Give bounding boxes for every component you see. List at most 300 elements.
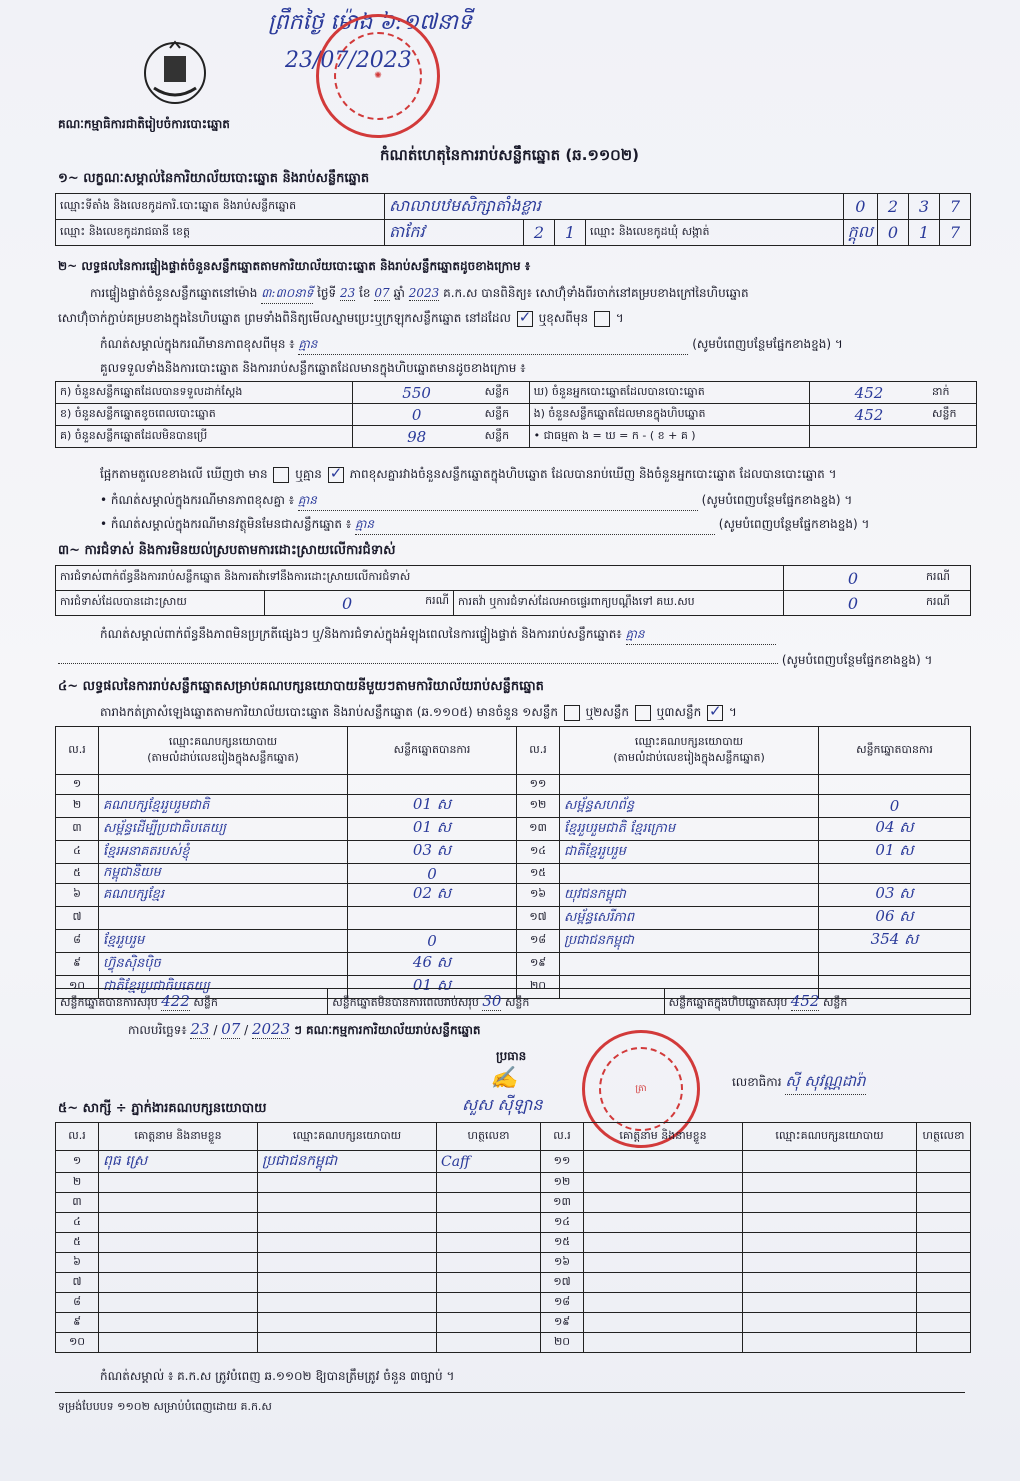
party-row bbox=[56, 841, 971, 864]
witness-party-left bbox=[258, 1173, 437, 1193]
witness-name-right bbox=[584, 1293, 743, 1313]
party-row bbox=[56, 884, 971, 907]
section4-intro: តារាងកត់ត្រាសំឡេងឆ្នោតតាមការិយាល័យបោះឆ្នោត និងរាប់សន្លឹកឆ្នោត (ឆ.១១០៥) មានចំនួន ១សន្លឹក ឬ២សន្លឹក ឬ៣សន្លឹក ✓ ។ bbox=[100, 704, 980, 722]
count-row bbox=[56, 426, 977, 448]
party-no-left: ៧ bbox=[56, 907, 99, 930]
note-hint: (សូមបំពេញបន្ថែមផ្នែកខាងខ្នង) ។ bbox=[692, 337, 843, 351]
party-no-right: ១៦ bbox=[517, 884, 560, 907]
party-name-left: គណបក្សខ្មែររួបរួមជាតិ bbox=[99, 795, 348, 818]
count-left-unit: សន្លឹក bbox=[481, 426, 530, 448]
objection-row2-label-b: ការតវ៉ា ឬការជំទាស់ដែលអាចផ្ទេរពាក្យបណ្តឹងទៅ គឃ.សប bbox=[454, 591, 784, 616]
same-checkbox[interactable] bbox=[517, 311, 533, 327]
station-code-2: 2 bbox=[878, 194, 909, 220]
witness-name-right bbox=[584, 1193, 743, 1213]
bullet2-value: គ្មាន bbox=[355, 516, 715, 535]
count-left-unit: សន្លឹក bbox=[481, 404, 530, 426]
party-votes-right: 04 ស bbox=[819, 818, 971, 841]
party-row bbox=[56, 953, 971, 976]
count-row bbox=[56, 404, 977, 426]
party-name-left: គណបក្សខ្មែរ bbox=[99, 884, 348, 907]
witness-party-right bbox=[743, 1193, 917, 1213]
count-left-value: 550 bbox=[352, 382, 481, 404]
section2-intro: គួលទទួលទាំងនិងការបោះឆ្នោត និងការរាប់សន្លឹកឆ្នោតដែលមានក្នុងហិបឆ្នោតមានដូចខាងក្រោម ៖ bbox=[100, 361, 526, 375]
signing-date-line: កាលបរិច្ឆេទ៖ 23 / 07 / 2023 ៗ គណៈកម្មការការិយាល័យរាប់សន្លឹកឆ្នោត bbox=[128, 1020, 481, 1038]
witness-party-right bbox=[743, 1233, 917, 1253]
sheet-1-checkbox[interactable] bbox=[564, 705, 580, 721]
total-invalid-unit: សន្លឹក bbox=[504, 995, 530, 1009]
col-party-right-sub: (តាមលំដាប់លេខរៀងក្នុងសន្លឹកឆ្នោត) bbox=[613, 750, 765, 764]
col-party-right bbox=[560, 727, 819, 775]
party-name-right: ខ្មែររួបរួមជាតិ ខ្មែរក្រោម bbox=[560, 818, 819, 841]
total-invalid-label: សន្លឹកឆ្នោតមិនបានការពេលរាប់សរុប bbox=[332, 995, 479, 1009]
w-col-name-left: គោត្តនាម និងនាមខ្លួន bbox=[99, 1123, 258, 1151]
witness-party-right bbox=[743, 1253, 917, 1273]
secretary-name: ស៊ី សុវណ្ណដារ៉ា bbox=[785, 1072, 865, 1095]
witness-name-left bbox=[99, 1233, 258, 1253]
compare-b: ឬគ្មាន bbox=[295, 467, 322, 481]
chair-label: ប្រធាន bbox=[496, 1049, 527, 1063]
s3-note-value: គ្មាន bbox=[626, 626, 776, 645]
party-no-left: ៣ bbox=[56, 818, 99, 841]
w-col-no-left: ល.រ bbox=[56, 1123, 99, 1151]
objection-table bbox=[55, 565, 971, 616]
note-value: គ្មាន bbox=[298, 336, 688, 355]
party-votes-right: 03 ស bbox=[819, 884, 971, 907]
party-no-left: ៤ bbox=[56, 841, 99, 864]
party-no-left: ១ bbox=[56, 775, 99, 795]
signing-committee: ៗ គណៈកម្មការការិយាល័យរាប់សន្លឹកឆ្នោត bbox=[293, 1023, 481, 1037]
para1-month: 07 bbox=[374, 286, 390, 300]
s4-intro-b: ឬ២សន្លឹក bbox=[585, 705, 630, 719]
witness-name-left bbox=[99, 1253, 258, 1273]
party-row bbox=[56, 818, 971, 841]
commune-value: ក្តុល bbox=[843, 220, 877, 246]
witness-no-right: ១៧ bbox=[541, 1273, 584, 1293]
witness-name-right bbox=[584, 1273, 743, 1293]
count-row bbox=[56, 382, 977, 404]
province-label: ឈ្មោះ និងលេខកូដរាជធានី ខេត្ត bbox=[56, 220, 385, 246]
party-no-left: ៩ bbox=[56, 953, 99, 976]
witness-row bbox=[56, 1313, 971, 1333]
date-year: 2023 bbox=[251, 1020, 291, 1038]
witness-row bbox=[56, 1213, 971, 1233]
w-col-sign-left: ហត្ថលេខា bbox=[437, 1123, 541, 1151]
witness-name-left bbox=[99, 1313, 258, 1333]
party-votes-left: 03 ស bbox=[348, 841, 517, 864]
witness-sign-right bbox=[917, 1233, 971, 1253]
witness-no-right: ២០ bbox=[541, 1333, 584, 1353]
secretary-label: លេខាធិការ bbox=[732, 1075, 782, 1089]
witness-name-right bbox=[584, 1233, 743, 1253]
witness-sign-right bbox=[917, 1273, 971, 1293]
witness-party-left bbox=[258, 1313, 437, 1333]
witness-no-left: ៧ bbox=[56, 1273, 99, 1293]
party-votes-right: 01 ស bbox=[819, 841, 971, 864]
witness-row bbox=[56, 1273, 971, 1293]
witness-table bbox=[55, 1122, 971, 1353]
date-label: កាលបរិច្ឆេទ៖ bbox=[128, 1023, 187, 1037]
witness-no-left: ១០ bbox=[56, 1333, 99, 1353]
party-votes-left bbox=[348, 775, 517, 795]
bullet1-label: • កំណត់សម្គាល់ក្នុងករណីមានភាពខុសគ្នា ៖ bbox=[100, 493, 295, 507]
count-left-label: ក) ចំនួនសន្លឹកឆ្នោតដែលបានទទួលដាក់ស្តែង bbox=[56, 382, 353, 404]
witness-name-left bbox=[99, 1213, 258, 1233]
witness-party-left bbox=[258, 1233, 437, 1253]
compare-c: ភាពខុសគ្នារវាងចំនួនសន្លឹកឆ្នោតក្នុងហិបឆ្នោត ដែលបានរាប់ឃើញ និងចំនួនអ្នកបោះឆ្នោត ដែលបានបោះឆ្នោត ។ bbox=[349, 467, 837, 481]
party-name-left: ជាតិខ្មែរប្រជាធិបតេយ្យ bbox=[99, 976, 348, 999]
witness-no-left: ៩ bbox=[56, 1313, 99, 1333]
witness-party-left bbox=[258, 1253, 437, 1273]
total-valid-unit: សន្លឹក bbox=[193, 995, 218, 1009]
party-no-right: ២០ bbox=[517, 976, 560, 999]
section4-heading: ៤~ លទ្ធផលនៃការរាប់សន្លឹកឆ្នោតសម្រាប់គណបក្សនយោបាយនីមួយៗតាមការិយាល័យរាប់សន្លឹកឆ្នោត bbox=[58, 679, 544, 694]
total-box-cell bbox=[664, 989, 970, 1015]
para2-b: ឬខុសពីមុន bbox=[538, 311, 589, 325]
province-value: តាកែវ bbox=[385, 220, 524, 246]
section5-heading: ៥~ សាក្សី ÷ ភ្នាក់ងារគណបក្សនយោបាយ bbox=[58, 1101, 267, 1116]
party-name-right bbox=[560, 953, 819, 976]
col-no-right: ល.រ bbox=[517, 727, 560, 775]
count-right-value: 452 bbox=[810, 382, 929, 404]
total-box-label: សន្លឹកឆ្នោតក្នុងហិបឆ្នោតសរុប bbox=[668, 995, 788, 1009]
para1-e: គ.ក.ស បានពិនិត្យ៖ សោហ៊ុំទាំងពីរចាក់នៅគម្របខាងក្រៅនៃហិបឆ្នោត bbox=[443, 286, 749, 300]
count-right-label: ង) ចំនួនសន្លឹកឆ្នោតដែលមានក្នុងហិបឆ្នោត bbox=[529, 404, 809, 426]
party-no-left: ៦ bbox=[56, 884, 99, 907]
witness-no-right: ១៥ bbox=[541, 1233, 584, 1253]
witness-sign-left bbox=[437, 1173, 541, 1193]
bullet2-label: • កំណត់សម្គាល់ក្នុងករណីមានវត្ថុមិនមែនជាសន្លឹកឆ្នោត ៖ bbox=[100, 517, 352, 531]
witness-row bbox=[56, 1333, 971, 1353]
party-row bbox=[56, 907, 971, 930]
s4-intro-c: ឬ៣សន្លឹក bbox=[656, 705, 702, 719]
party-name-left bbox=[99, 907, 348, 930]
witness-sign-left bbox=[437, 1253, 541, 1273]
party-name-left: ខ្មែររួបរួម bbox=[99, 930, 348, 953]
witness-footnote: កំណត់សម្គាល់ ៖ គ.ក.ស ត្រូវបំពេញ ឆ.១១០២ ឱ្យបានត្រឹមត្រូវ ចំនួន ៣ច្បាប់ ។ bbox=[100, 1369, 455, 1383]
total-valid-value: 422 bbox=[161, 991, 190, 1010]
party-no-left: ៥ bbox=[56, 864, 99, 884]
party-name-right: ប្រជាជនកម្ពុជា bbox=[560, 930, 819, 953]
party-votes-right bbox=[819, 953, 971, 976]
count-right-unit bbox=[928, 426, 977, 448]
station-code-4: 7 bbox=[940, 194, 971, 220]
s4-intro: តារាងកត់ត្រាសំឡេងឆ្នោតតាមការិយាល័យបោះឆ្នោត និងរាប់សន្លឹកឆ្នោត (ឆ.១១០៥) មានចំនួន ១សន្លឹក bbox=[100, 705, 558, 719]
note-label: កំណត់សម្គាល់ក្នុងករណីមានភាពខុសពីមុន ៖ bbox=[100, 337, 295, 351]
commune-code-1: 0 bbox=[878, 220, 909, 246]
witness-party-right bbox=[743, 1313, 917, 1333]
w-col-party-left: ឈ្មោះគណបក្សនយោបាយ bbox=[258, 1123, 437, 1151]
bullet1-hint: (សូមបំពេញបន្ថែមផ្នែកខាងខ្នង) ។ bbox=[701, 493, 853, 507]
witness-sign-right bbox=[917, 1193, 971, 1213]
party-no-right: ១១ bbox=[517, 775, 560, 795]
chair-signature: ✍ bbox=[490, 1066, 518, 1091]
objection-row1-label: ការជំទាស់ពាក់ព័ន្ធនឹងការរាប់សន្លឹកឆ្នោត និងការតវ៉ាទៅនឹងការដោះស្រាយលើការជំទាស់ bbox=[56, 566, 784, 591]
col-party-left-title: ឈ្មោះគណបក្សនយោបាយ bbox=[168, 734, 278, 748]
w-col-name-right: គោត្តនាម និងនាមខ្លួន bbox=[584, 1123, 743, 1151]
total-box-unit: សន្លឹក bbox=[822, 995, 848, 1009]
witness-no-left: ៥ bbox=[56, 1233, 99, 1253]
party-row bbox=[56, 795, 971, 818]
witness-party-right bbox=[743, 1273, 917, 1293]
party-votes-left: 01 ស bbox=[348, 976, 517, 999]
witness-sign-left: Caff bbox=[437, 1151, 541, 1173]
objection-row1-value: 0 bbox=[784, 566, 923, 591]
col-party-right-title: ឈ្មោះគណបក្សនយោបាយ bbox=[634, 734, 744, 748]
party-votes-right: 06 ស bbox=[819, 907, 971, 930]
total-invalid-cell bbox=[328, 989, 664, 1015]
witness-row bbox=[56, 1151, 971, 1173]
count-left-value: 98 bbox=[352, 426, 481, 448]
witness-sign-left bbox=[437, 1333, 541, 1353]
station-value: សាលាបឋមសិក្សាតាំងខ្លារ bbox=[385, 194, 844, 220]
para2-text: សោហ៊ុំចាក់ភ្ជាប់គម្របខាងក្នុងនៃហិបឆ្នោត ព្រមទាំងពិនិត្យមើលស្នាមប្រេះឬក្រឡុកសន្លឹកឆ្នោត នៅដដែល bbox=[58, 311, 511, 325]
bullet2 bbox=[100, 516, 980, 535]
date-month: 07 bbox=[221, 1020, 241, 1038]
chair-name: សួស ស៊ីឡាន bbox=[462, 1095, 543, 1114]
count-left-label: ខ) ចំនួនសន្លឹកឆ្នោតខូចពេលបោះឆ្នោត bbox=[56, 404, 353, 426]
official-seal-top: ✺ bbox=[316, 14, 440, 138]
party-no-left: ៨ bbox=[56, 930, 99, 953]
witness-no-left: ៤ bbox=[56, 1213, 99, 1233]
handwritten-date: 23/07/2023 bbox=[285, 48, 412, 73]
witness-no-right: ១១ bbox=[541, 1151, 584, 1173]
witness-party-right bbox=[743, 1293, 917, 1313]
party-votes-right: 354 ស bbox=[819, 930, 971, 953]
province-code-2: 1 bbox=[555, 220, 586, 246]
date-day: 23 bbox=[190, 1020, 210, 1038]
para1-day: 23 bbox=[339, 286, 356, 300]
party-no-left: ២ bbox=[56, 795, 99, 818]
nec-emblem bbox=[140, 38, 210, 108]
party-name-right bbox=[560, 775, 819, 795]
count-right-value: 452 bbox=[810, 404, 929, 426]
count-right-label: ឃ) ចំនួនអ្នកបោះឆ្នោតដែលបានបោះឆ្នោត bbox=[529, 382, 809, 404]
section2-heading: ២~ លទ្ធផលនៃការផ្ទៀងផ្ទាត់ចំនួនសន្លឹកឆ្នោតតាមការិយាល័យបោះឆ្នោត និងរាប់សន្លឹកឆ្នោតដូចខាងក្រោម ៖ bbox=[58, 259, 531, 273]
party-votes-left: 01 ស bbox=[348, 795, 517, 818]
party-name-right: សម្ព័ន្ធសេរីភាព bbox=[560, 907, 819, 930]
party-votes-left: 46 ស bbox=[348, 953, 517, 976]
objection-row2-value-b: 0 bbox=[784, 591, 923, 616]
witness-no-right: ១៦ bbox=[541, 1253, 584, 1273]
witness-sign-right bbox=[917, 1151, 971, 1173]
seal-word: ត្រា bbox=[599, 1047, 684, 1132]
witness-row bbox=[56, 1193, 971, 1213]
witness-sign-left bbox=[437, 1213, 541, 1233]
witness-party-left bbox=[258, 1273, 437, 1293]
witness-party-right bbox=[743, 1333, 917, 1353]
witness-row bbox=[56, 1233, 971, 1253]
bullet2-hint: (សូមបំពេញបន្ថែមផ្នែកខាងខ្នង) ។ bbox=[718, 517, 870, 531]
section3-note bbox=[100, 626, 980, 645]
section2-para1 bbox=[90, 285, 970, 304]
section1-heading: ១~ លក្ខណៈសម្គាល់នៃការិយាល័យបោះឆ្នោត និងរាប់សន្លឹកឆ្នោត bbox=[58, 171, 370, 186]
col-votes-right: សន្លឹកឆ្នោតបានការ bbox=[819, 727, 971, 775]
witness-name-left bbox=[99, 1333, 258, 1353]
para1-c: ខែ bbox=[359, 286, 371, 300]
footer-rule bbox=[55, 1392, 965, 1393]
witness-sign-right bbox=[917, 1313, 971, 1333]
party-name-left: ហ៊្វុនស៊ិនប៉ិច bbox=[99, 953, 348, 976]
witness-party-right bbox=[743, 1213, 917, 1233]
count-left-value: 0 bbox=[352, 404, 481, 426]
committee-name: គណៈកម្មាធិការជាតិរៀបចំការបោះឆ្នោត bbox=[58, 117, 230, 131]
party-no-right: ១៤ bbox=[517, 841, 560, 864]
count-right-unit: សន្លឹក bbox=[928, 404, 977, 426]
party-no-right: ១៣ bbox=[517, 818, 560, 841]
objection-row2-value bbox=[265, 591, 454, 616]
party-name-left: សម្ព័ន្ធដើម្បីប្រជាធិបតេយ្យ bbox=[99, 818, 348, 841]
count-right-unit: នាក់ bbox=[928, 382, 977, 404]
sheet-3-checkbox[interactable] bbox=[707, 705, 723, 721]
witness-party-left bbox=[258, 1293, 437, 1313]
para1-b: ថ្ងៃទី bbox=[317, 286, 337, 300]
party-row bbox=[56, 864, 971, 884]
section3-heading: ៣~ ការជំទាស់ និងការមិនយល់ស្របតាមការដោះស្រាយលើការជំទាស់ bbox=[58, 543, 396, 558]
compare-a: ផ្អែកតាមតួលេខខាងលើ ឃើញថា មាន bbox=[100, 467, 268, 481]
witness-sign-left bbox=[437, 1313, 541, 1333]
witness-party-left: ប្រជាជនកម្ពុជា bbox=[258, 1151, 437, 1173]
w-col-party-right: ឈ្មោះគណបក្សនយោបាយ bbox=[743, 1123, 917, 1151]
diff-no-checkbox[interactable] bbox=[328, 467, 344, 483]
witness-no-right: ១៣ bbox=[541, 1193, 584, 1213]
s3-hint: (សូមបំពេញបន្ថែមផ្នែកខាងខ្នង) ។ bbox=[781, 653, 933, 667]
diff-yes-checkbox[interactable] bbox=[273, 467, 289, 483]
ballot-count-table bbox=[55, 381, 977, 448]
party-votes-right: 0 bbox=[819, 795, 971, 818]
para1-a: ការផ្ទៀងផ្ទាត់ចំនួនសន្លឹកឆ្នោតនៅម៉ោង bbox=[90, 286, 258, 300]
witness-name-left bbox=[99, 1193, 258, 1213]
col-no-left: ល.រ bbox=[56, 727, 99, 775]
party-name-left bbox=[99, 775, 348, 795]
party-votes-left bbox=[348, 907, 517, 930]
col-party-left-sub: (តាមលំដាប់លេខរៀងក្នុងសន្លឹកឆ្នោត) bbox=[147, 750, 299, 764]
para1-year: 2023 bbox=[408, 286, 440, 300]
witness-name-right bbox=[584, 1213, 743, 1233]
bullet1 bbox=[100, 492, 980, 511]
form-title: កំណត់ហេតុនៃការរាប់សន្លឹកឆ្នោត (ឆ.១១០២) bbox=[380, 146, 640, 164]
resolved-count: 0 bbox=[341, 593, 353, 613]
witness-sign-right bbox=[917, 1333, 971, 1353]
secretary-line bbox=[732, 1072, 866, 1095]
section1-table bbox=[55, 193, 971, 246]
witness-no-right: ១៩ bbox=[541, 1313, 584, 1333]
party-name-right: សម្ព័ន្ធសហព័ន្ធ bbox=[560, 795, 819, 818]
count-right-label: • ជាធម្មតា ង = ឃ = ក - ( ខ + គ ) bbox=[529, 426, 809, 448]
station-code-3: 3 bbox=[909, 194, 940, 220]
station-label: ឈ្មោះទីតាំង និងលេខកូដការិ.បោះឆ្នោត និងរាប់សន្លឹកឆ្នោត bbox=[56, 194, 385, 220]
form-footer: ទម្រង់បែបបទ ១១០២ សម្រាប់បំពេញដោយ គ.ក.ស bbox=[58, 1400, 272, 1413]
party-votes-right bbox=[819, 775, 971, 795]
objection-row1-unit: ករណី bbox=[922, 566, 971, 591]
commune-code-2: 1 bbox=[909, 220, 940, 246]
witness-name-left bbox=[99, 1173, 258, 1193]
witness-party-left bbox=[258, 1193, 437, 1213]
compare-line bbox=[100, 466, 980, 484]
witness-sign-right bbox=[917, 1173, 971, 1193]
witness-no-right: ១៤ bbox=[541, 1213, 584, 1233]
party-name-right bbox=[560, 864, 819, 884]
witness-row bbox=[56, 1293, 971, 1313]
section2-para2: សោហ៊ុំចាក់ភ្ជាប់គម្របខាងក្នុងនៃហិបឆ្នោត ព្រមទាំងពិនិត្យមើលស្នាមប្រេះឬក្រឡុកសន្លឹកឆ្នោត នៅដដែល ✓ ឬខុសពីមុន ។ bbox=[58, 310, 958, 328]
section3-hint-line bbox=[58, 652, 973, 670]
party-no-right: ១៥ bbox=[517, 864, 560, 884]
commune-label: ឈ្មោះ និងលេខកូដឃុំ សង្កាត់ bbox=[586, 220, 844, 246]
bullet1-value: គ្មាន bbox=[298, 492, 698, 511]
party-name-right: ជាតិខ្មែររួបរួម bbox=[560, 841, 819, 864]
objection-row2-unit: ករណី bbox=[922, 591, 971, 616]
para1-time: ៣:៣០នាទី bbox=[261, 285, 313, 304]
station-code-1: 0 bbox=[843, 194, 877, 220]
total-valid-cell bbox=[56, 989, 328, 1015]
party-row bbox=[56, 775, 971, 795]
different-checkbox[interactable] bbox=[594, 311, 610, 327]
party-results-table bbox=[55, 726, 971, 999]
totals-table bbox=[55, 988, 971, 1015]
witness-name-left bbox=[99, 1273, 258, 1293]
section2-note bbox=[100, 336, 980, 355]
objection-row2-label: ការជំទាស់ដែលបានដោះស្រាយ bbox=[56, 591, 265, 616]
s3-note-label: កំណត់សម្គាល់ពាក់ព័ន្ធនឹងភាពមិនប្រក្រតីផ្សេងៗ ឬ/និងការជំទាស់ក្នុងអំឡុងពេលនៃការផ្ទៀងផ្ទាត់ និងការរាប់សន្លឹកឆ្នោត៖ bbox=[100, 627, 622, 641]
witness-party-right bbox=[743, 1151, 917, 1173]
witness-name-right bbox=[584, 1313, 743, 1333]
handwritten-time: ព្រឹកថ្ងៃ ម៉ោង ៦:១៧នាទី bbox=[268, 10, 472, 35]
commune-code-3: 7 bbox=[940, 220, 971, 246]
witness-party-left bbox=[258, 1213, 437, 1233]
count-left-unit: សន្លឹក bbox=[481, 382, 530, 404]
party-no-right: ១៧ bbox=[517, 907, 560, 930]
count-right-value bbox=[810, 426, 929, 448]
w-col-no-right: ល.រ bbox=[541, 1123, 584, 1151]
col-votes-left: សន្លឹកឆ្នោតបានការ bbox=[348, 727, 517, 775]
party-name-left: កម្ពុជានិយម bbox=[99, 864, 348, 884]
witness-no-right: ១៨ bbox=[541, 1293, 584, 1313]
col-party-left bbox=[99, 727, 348, 775]
party-votes-left: 0 bbox=[348, 930, 517, 953]
witness-sign-right bbox=[917, 1213, 971, 1233]
witness-sign-left bbox=[437, 1193, 541, 1213]
witness-name-left bbox=[99, 1293, 258, 1313]
witness-name-right bbox=[584, 1173, 743, 1193]
total-box-value: 452 bbox=[790, 991, 820, 1010]
witness-party-right bbox=[743, 1173, 917, 1193]
witness-row bbox=[56, 1173, 971, 1193]
witness-name-right bbox=[584, 1333, 743, 1353]
sheet-2-checkbox[interactable] bbox=[635, 705, 651, 721]
witness-no-right: ១២ bbox=[541, 1173, 584, 1193]
witness-sign-left bbox=[437, 1293, 541, 1313]
party-no-right: ១២ bbox=[517, 795, 560, 818]
party-votes-left: 02 ស bbox=[348, 884, 517, 907]
witness-sign-right bbox=[917, 1253, 971, 1273]
total-valid-label: សន្លឹកឆ្នោតបានការសរុប bbox=[60, 995, 158, 1009]
party-name-left: ខ្មែរអនាគតរបស់ខ្ញុំ bbox=[99, 841, 348, 864]
province-code-1: 2 bbox=[524, 220, 555, 246]
witness-no-left: ៣ bbox=[56, 1193, 99, 1213]
party-name-right: យុវជនកម្ពុជា bbox=[560, 884, 819, 907]
witness-no-left: ៨ bbox=[56, 1293, 99, 1313]
party-votes-left: 01 ស bbox=[348, 818, 517, 841]
party-no-right: ១៩ bbox=[517, 953, 560, 976]
witness-sign-left bbox=[437, 1273, 541, 1293]
witness-sign-left bbox=[437, 1233, 541, 1253]
count-left-label: គ) ចំនួនសន្លឹកឆ្នោតដែលមិនបានប្រើ bbox=[56, 426, 353, 448]
witness-no-left: ៦ bbox=[56, 1253, 99, 1273]
total-invalid-value: 30 bbox=[482, 991, 502, 1010]
witness-no-left: ២ bbox=[56, 1173, 99, 1193]
party-row bbox=[56, 930, 971, 953]
resolved-unit: ករណី bbox=[425, 593, 449, 607]
witness-party-left bbox=[258, 1333, 437, 1353]
